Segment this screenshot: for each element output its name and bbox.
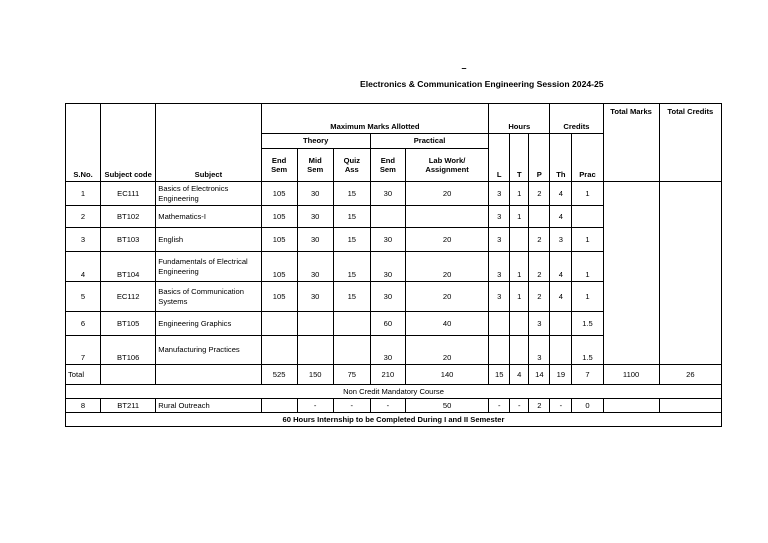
row-quiz: 15 <box>333 228 370 252</box>
total-practical-end-sem: 210 <box>370 365 405 385</box>
row-practical-end-sem: 30 <box>370 228 405 252</box>
row-p: 2 <box>529 182 550 206</box>
row-lab-work: 20 <box>405 282 488 312</box>
row-t: 1 <box>510 252 529 282</box>
total-mid-sem: 150 <box>297 365 333 385</box>
row-p: 3 <box>529 312 550 336</box>
nc-total-credits <box>659 399 721 413</box>
non-credit-row <box>66 399 722 413</box>
row-sno: 2 <box>66 206 101 228</box>
row-end-sem: 105 <box>261 282 297 312</box>
col-t: T <box>510 134 529 182</box>
row-lab-work: 20 <box>405 228 488 252</box>
nc-t: - <box>510 399 529 413</box>
row-th: 4 <box>550 282 572 312</box>
footer-note-row <box>66 413 722 427</box>
row-end-sem: 105 <box>261 182 297 206</box>
row-mid-sem: 30 <box>297 182 333 206</box>
row-code: BT104 <box>101 252 156 282</box>
nc-prac: 0 <box>572 399 603 413</box>
row-th: 3 <box>550 228 572 252</box>
non-credit-heading-row <box>66 385 722 399</box>
col-total-marks: Total Marks <box>603 104 659 182</box>
row-mid-sem: 30 <box>297 206 333 228</box>
total-marks-cell <box>603 182 659 365</box>
total-prac: 7 <box>572 365 603 385</box>
row-sno: 7 <box>66 336 101 365</box>
row-th: 4 <box>550 206 572 228</box>
row-mid-sem <box>297 336 333 365</box>
row-mid-sem: 30 <box>297 252 333 282</box>
row-code: BT106 <box>101 336 156 365</box>
row-code: BT102 <box>101 206 156 228</box>
row-t <box>510 228 529 252</box>
total-marks-value: 1100 <box>603 365 659 385</box>
nc-code: BT211 <box>101 399 156 413</box>
row-prac: 1.5 <box>572 312 603 336</box>
col-th: Th <box>550 134 572 182</box>
row-l: 3 <box>489 252 510 282</box>
row-t <box>510 312 529 336</box>
row-practical-end-sem: 60 <box>370 312 405 336</box>
row-subject: Manufacturing Practices <box>156 336 261 365</box>
row-quiz: 15 <box>333 182 370 206</box>
nc-end-sem <box>261 399 297 413</box>
row-quiz <box>333 336 370 365</box>
total-lab-work: 140 <box>405 365 488 385</box>
footer-note: 60 Hours Internship to be Completed During I and II Semester <box>66 413 722 427</box>
col-credits: Credits <box>550 104 603 134</box>
row-l: 3 <box>489 228 510 252</box>
row-end-sem: 105 <box>261 206 297 228</box>
row-quiz: 15 <box>333 282 370 312</box>
row-th <box>550 312 572 336</box>
row-l: 3 <box>489 282 510 312</box>
row-l <box>489 312 510 336</box>
page-title: Electronics & Communication Engineering Session 2024-25 <box>360 79 604 89</box>
nc-practical-end-sem: - <box>370 399 405 413</box>
nc-subject: Rural Outreach <box>156 399 261 413</box>
row-prac: 1 <box>572 182 603 206</box>
col-total-credits: Total Credits <box>659 104 721 182</box>
row-mid-sem <box>297 312 333 336</box>
row-sno: 1 <box>66 182 101 206</box>
nc-sno: 8 <box>66 399 101 413</box>
row-p: 2 <box>529 282 550 312</box>
row-subject: Basics of Electronics Engineering <box>156 182 261 206</box>
row-quiz: 15 <box>333 252 370 282</box>
total-credits-value: 26 <box>659 365 721 385</box>
total-row <box>66 365 722 385</box>
row-th <box>550 336 572 365</box>
row-l: 3 <box>489 182 510 206</box>
row-mid-sem: 30 <box>297 282 333 312</box>
row-subject: Fundamentals of Electrical Engineering <box>156 252 261 282</box>
row-prac: 1.5 <box>572 336 603 365</box>
row-end-sem <box>261 312 297 336</box>
row-practical-end-sem: 30 <box>370 252 405 282</box>
table-row <box>66 182 722 206</box>
row-p <box>529 206 550 228</box>
col-sno: S.No. <box>66 104 101 182</box>
row-lab-work: 20 <box>405 252 488 282</box>
row-lab-work <box>405 206 488 228</box>
row-prac: 1 <box>572 228 603 252</box>
total-p: 14 <box>529 365 550 385</box>
total-end-sem: 525 <box>261 365 297 385</box>
row-th: 4 <box>550 252 572 282</box>
row-l <box>489 336 510 365</box>
nc-quiz: - <box>333 399 370 413</box>
row-p: 2 <box>529 228 550 252</box>
col-subject-code: Subject code <box>101 104 156 182</box>
row-prac <box>572 206 603 228</box>
col-subject: Subject <box>156 104 261 182</box>
total-credits-cell <box>659 182 721 365</box>
total-code-empty <box>101 365 156 385</box>
row-th: 4 <box>550 182 572 206</box>
col-mid-sem: Mid Sem <box>297 149 333 182</box>
row-quiz: 15 <box>333 206 370 228</box>
col-max-marks: Maximum Marks Allotted <box>261 104 489 134</box>
row-code: EC112 <box>101 282 156 312</box>
row-subject: Engineering Graphics <box>156 312 261 336</box>
row-practical-end-sem <box>370 206 405 228</box>
header-dash: – <box>461 63 467 73</box>
col-p: P <box>529 134 550 182</box>
col-lab-work: Lab Work/ Assignment <box>405 149 488 182</box>
row-subject: English <box>156 228 261 252</box>
row-t: 1 <box>510 206 529 228</box>
row-end-sem: 105 <box>261 252 297 282</box>
nc-total-marks <box>603 399 659 413</box>
row-end-sem <box>261 336 297 365</box>
col-quiz-ass: Quiz Ass <box>333 149 370 182</box>
row-code: BT103 <box>101 228 156 252</box>
scheme-table <box>65 103 722 427</box>
total-quiz: 75 <box>333 365 370 385</box>
row-subject: Mathematics-I <box>156 206 261 228</box>
row-practical-end-sem: 30 <box>370 282 405 312</box>
row-practical-end-sem: 30 <box>370 336 405 365</box>
row-t: 1 <box>510 182 529 206</box>
row-l: 3 <box>489 206 510 228</box>
row-sno: 6 <box>66 312 101 336</box>
col-prac: Prac <box>572 134 603 182</box>
nc-lab-work: 50 <box>405 399 488 413</box>
col-hours: Hours <box>489 104 550 134</box>
row-quiz <box>333 312 370 336</box>
nc-mid-sem: - <box>297 399 333 413</box>
col-practical-end-sem: End Sem <box>370 149 405 182</box>
non-credit-heading: Non Credit Mandatory Course <box>66 385 722 399</box>
total-l: 15 <box>489 365 510 385</box>
row-practical-end-sem: 30 <box>370 182 405 206</box>
header-row-1 <box>66 104 722 134</box>
row-lab-work: 20 <box>405 182 488 206</box>
row-p: 3 <box>529 336 550 365</box>
row-lab-work: 40 <box>405 312 488 336</box>
nc-th: - <box>550 399 572 413</box>
row-mid-sem: 30 <box>297 228 333 252</box>
row-subject: Basics of Communication Systems <box>156 282 261 312</box>
total-subject-empty <box>156 365 261 385</box>
row-code: EC111 <box>101 182 156 206</box>
row-sno: 4 <box>66 252 101 282</box>
col-theory: Theory <box>261 134 370 149</box>
col-l: L <box>489 134 510 182</box>
nc-l: - <box>489 399 510 413</box>
row-lab-work: 20 <box>405 336 488 365</box>
row-sno: 3 <box>66 228 101 252</box>
row-prac: 1 <box>572 282 603 312</box>
nc-p: 2 <box>529 399 550 413</box>
row-t <box>510 336 529 365</box>
row-p: 2 <box>529 252 550 282</box>
total-t: 4 <box>510 365 529 385</box>
row-prac: 1 <box>572 252 603 282</box>
col-practical: Practical <box>370 134 488 149</box>
row-end-sem: 105 <box>261 228 297 252</box>
row-code: BT105 <box>101 312 156 336</box>
row-sno: 5 <box>66 282 101 312</box>
row-t: 1 <box>510 282 529 312</box>
total-th: 19 <box>550 365 572 385</box>
total-label: Total <box>66 365 101 385</box>
col-end-sem: End Sem <box>261 149 297 182</box>
